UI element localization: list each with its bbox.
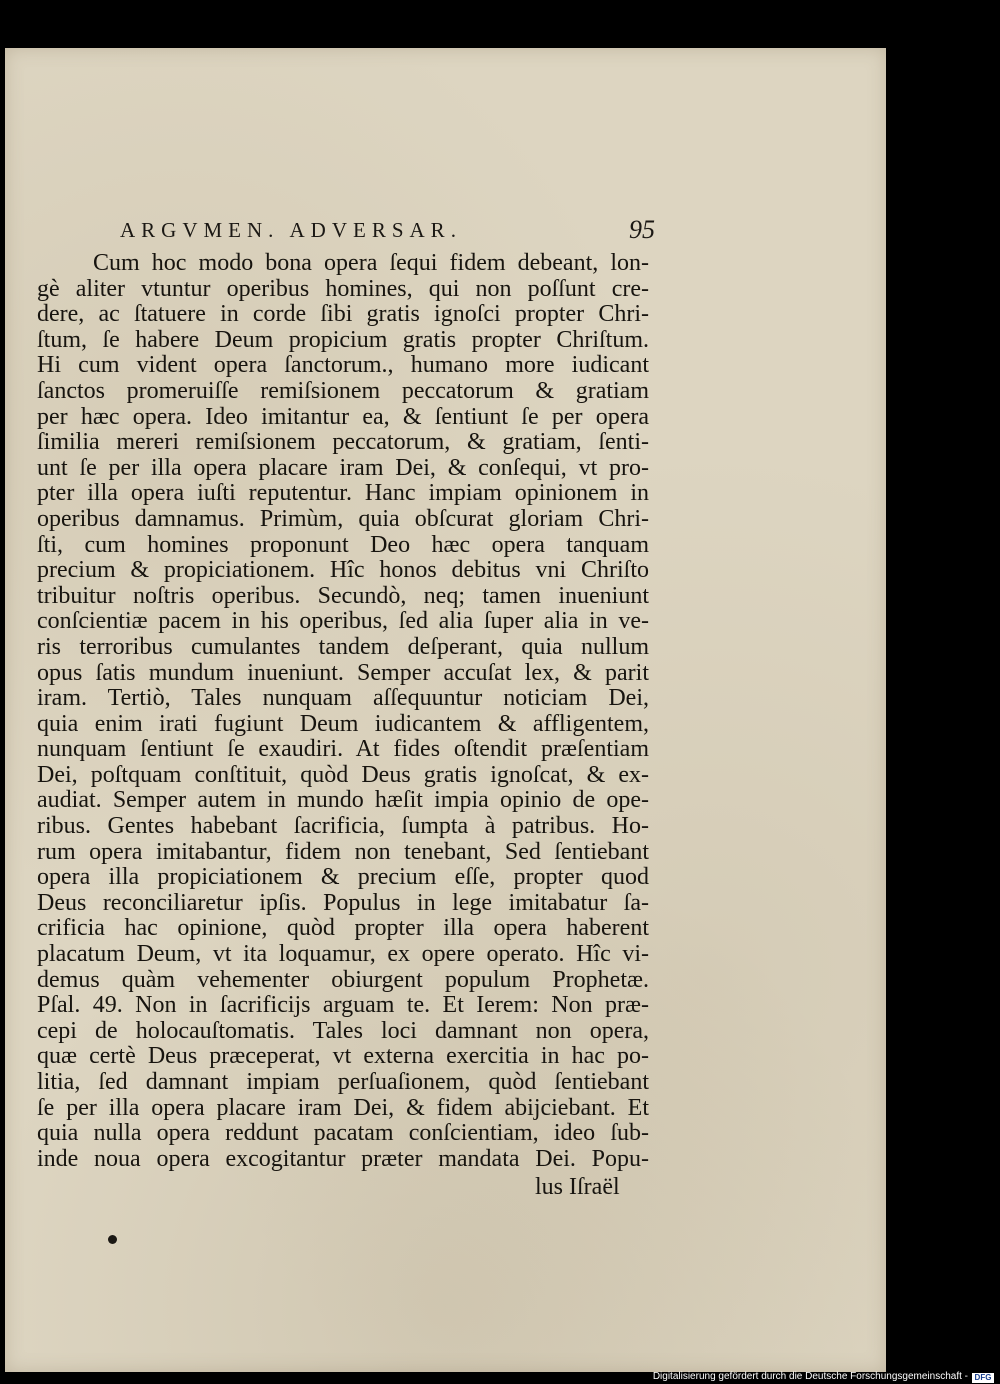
text-line: tribuitur noſtris operibus. Secundò, neq; tamen inueniunt [37,582,649,609]
text-line: pter illa opera iuſti reputentur. Hanc impiam opinionem in [37,480,649,507]
book-page [5,48,886,1372]
text-line: quia enim irati fugiunt Deum iudicantem & affligentem, [37,710,649,737]
text-line: ſtum, ſe habere Deum propicium gratis propter Chriſtum. [37,326,649,353]
text-line: placatum Deum, vt ita loquamur, ex opere operato. Hîc vi- [37,941,649,968]
text-line: crificia hac opinione, quòd propter illa opera haberent [37,915,649,942]
printer-dot-mark [108,1235,117,1244]
text-line: gè aliter vtuntur operibus homines, qui non poſſunt cre- [37,275,649,302]
text-line: Deus reconciliaretur ipſis. Populus in lege imitabatur ſa- [37,889,649,916]
text-line: ſti, cum homines proponunt Deo hæc opera tanquam [37,531,649,558]
dfg-logo-icon: DFG [972,1373,994,1383]
page-header [120,215,655,246]
text-line: ſimilia mereri remiſsionem peccatorum, & gratiam, ſenti- [37,429,649,456]
text-line: opera illa propiciationem & precium eſſe, propter quod [37,864,649,891]
text-line: opus ſatis mundum inueniunt. Semper accuſat lex, & parit [37,659,649,686]
text-line: operibus damnamus. Primùm, quia obſcurat gloriam Chri- [37,505,649,532]
text-line: Hi cum vident opera ſanctorum., humano more iudicant [37,352,649,379]
text-line: Pſal. 49. Non in ſacrificijs arguam te. Et Ierem: Non præ- [37,992,649,1019]
text-line: precium & propiciationem. Hîc honos debitus vni Chriſto [37,557,649,584]
text-line: conſcientiæ pacem in his operibus, ſed alia ſuper alia in ve- [37,608,649,635]
text-line: dere, ac ſtatuere in corde ſibi gratis ignoſci propter Chri- [37,301,649,328]
text-line: audiat. Semper autem in mundo hæſit impia opinio de ope- [37,787,649,814]
text-line: per hæc opera. Ideo imitantur ea, & ſentiunt ſe per opera [37,403,649,430]
text-line: quæ certè Deus præceperat, vt externa exercitia in hac po- [37,1043,649,1070]
text-line: ribus. Gentes habebant ſacrificia, ſumpta à patribus. Ho- [37,813,649,840]
text-line: quia nulla opera reddunt pacatam conſcientiam, ideo ſub- [37,1120,649,1147]
text-line: ſe per illa opera placare iram Dei, & fidem abijciebant. Et [37,1094,649,1121]
text-line: inde noua opera excogitantur præter mandata Dei. Popu- [37,1145,649,1172]
catchword: lus Iſraël [535,1174,620,1200]
text-line: Cum hoc modo bona opera ſequi fidem debeant, lon- [93,250,649,276]
text-line: litia, ſed damnant impiam perſuaſionem, quòd ſentiebant [37,1069,649,1095]
body-text [37,251,649,1172]
text-line: ris terroribus cumulantes tandem deſperant, quia nullum [37,633,649,660]
text-line: rum opera imitabantur, fidem non tenebant, Sed ſentiebant [37,838,649,865]
text-line: iram. Tertiò, Tales nunquam aſſequuntur noticiam Dei, [37,685,649,712]
text-line: Dei, poſtquam conſtituit, quòd Deus gratis ignoſcat, & ex- [37,761,649,788]
text-line: ſanctos promeruiſſe remiſsionem peccatorum & gratiam [37,377,649,404]
text-line: cepi de holocauſtomatis. Tales loci damnant non opera, [37,1017,649,1044]
digitization-footer [0,1372,1000,1384]
page-number: 95 [629,215,655,244]
funding-credit: Digitalisierung gefördert durch die Deutsche Forschungsgemeinschaft - [652,1371,968,1382]
text-line: demus quàm vehementer obiurgent populum Prophetæ. [37,966,649,993]
text-line: unt ſe per illa opera placare iram Dei, & conſequi, vt pro- [37,454,649,481]
text-line: nunquam ſentiunt ſe exaudiri. At fides oſtendit præſentiam [37,736,649,763]
running-title: ARGVMEN. ADVERSAR. [120,218,462,242]
